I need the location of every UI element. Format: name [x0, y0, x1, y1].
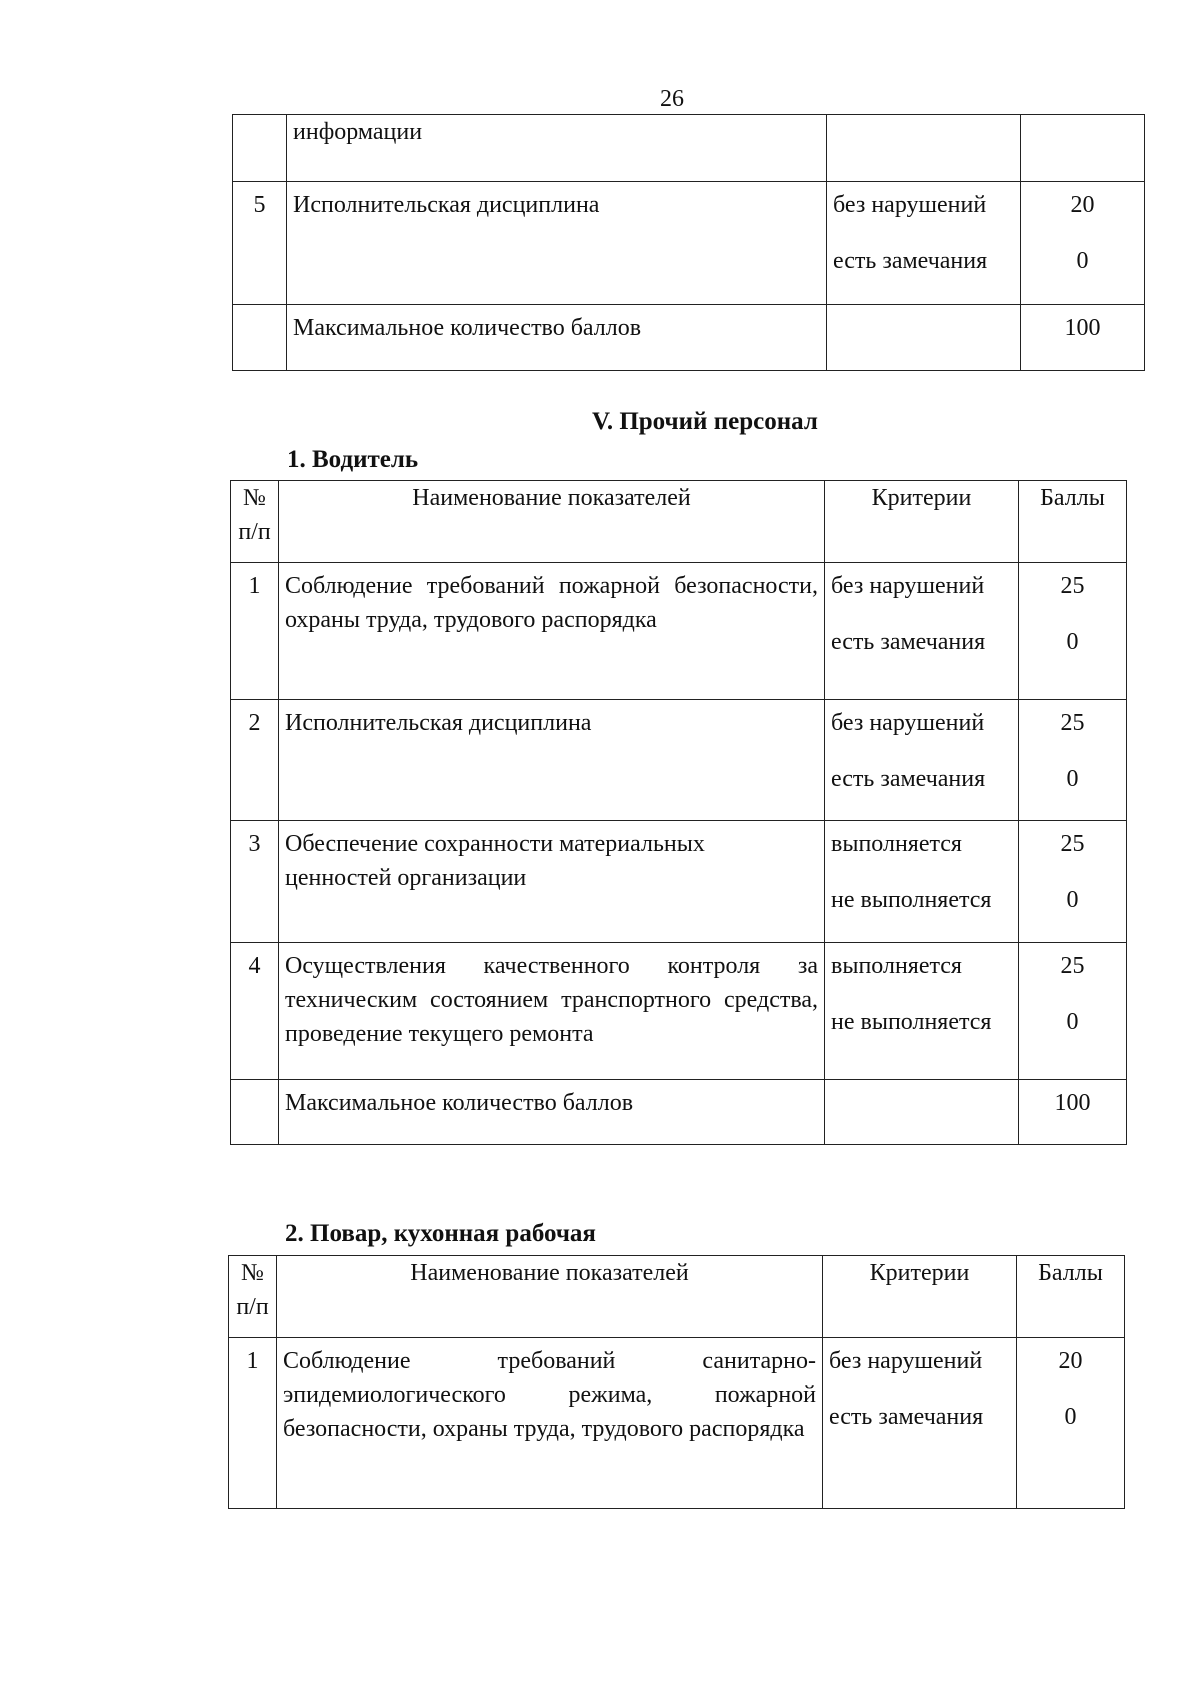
- criteria-option: есть замечания: [831, 766, 986, 792]
- criteria-cell: [825, 1080, 1019, 1145]
- points-cell: [1019, 943, 1127, 1080]
- row-number: 1: [229, 1338, 277, 1509]
- cook-table: [228, 1255, 1125, 1509]
- header-name: Наименование показателей: [277, 1256, 823, 1338]
- points-value: 0: [1076, 248, 1089, 274]
- row-number: [233, 115, 287, 182]
- points-value: 0: [1066, 1009, 1079, 1035]
- points-value: 100: [1019, 1080, 1127, 1145]
- header-num: № п/п: [229, 1256, 277, 1338]
- row-number: [233, 305, 287, 371]
- indicator-name: Максимальное количество баллов: [279, 1080, 825, 1145]
- indicator-name: информации: [287, 115, 827, 182]
- header-num: № п/п: [231, 481, 279, 563]
- indicator-name: Соблюдение требований пожарной безопасности, охраны труда, трудового распорядка: [279, 563, 825, 700]
- points-cell: [1017, 1338, 1125, 1509]
- table-header-row: [231, 481, 1127, 563]
- criteria-cell: [825, 943, 1019, 1080]
- table-row: [233, 115, 1145, 182]
- criteria-cell: [827, 115, 1021, 182]
- header-name: Наименование показателей: [279, 481, 825, 563]
- criteria-option: есть замечания: [833, 248, 988, 274]
- indicator-name: Исполнительская дисциплина: [287, 182, 827, 305]
- criteria-option: без нарушений: [829, 1348, 983, 1374]
- points-value: 0: [1066, 766, 1079, 792]
- points-value: 20: [1058, 1348, 1083, 1374]
- points-cell: [1019, 563, 1127, 700]
- criteria-option: без нарушений: [831, 710, 985, 736]
- criteria-cell: [827, 305, 1021, 371]
- points-cell: [1019, 821, 1127, 943]
- criteria-option: выполняется: [831, 831, 962, 857]
- points-value: 0: [1064, 1404, 1077, 1430]
- table-row: [231, 1080, 1127, 1145]
- points-value: 25: [1060, 573, 1085, 599]
- criteria-cell: [823, 1338, 1017, 1509]
- points-value: 0: [1066, 887, 1079, 913]
- indicator-name: Исполнительская дисциплина: [279, 700, 825, 821]
- header-points: Баллы: [1017, 1256, 1125, 1338]
- table-row: [233, 182, 1145, 305]
- criteria-option: выполняется: [831, 953, 962, 979]
- indicator-name: Осуществления качественного контроля за техническим состоянием транспортного средства, проведение текущего ремонта: [279, 943, 825, 1080]
- points-cell: [1021, 115, 1145, 182]
- page-number: 26: [660, 86, 684, 112]
- points-cell: [1019, 700, 1127, 821]
- points-value: 25: [1060, 953, 1085, 979]
- table-top: [232, 114, 1145, 371]
- points-value: 20: [1070, 192, 1095, 218]
- points-value: 0: [1066, 629, 1079, 655]
- table-header-row: [229, 1256, 1125, 1338]
- criteria-cell: [825, 700, 1019, 821]
- criteria-cell: [825, 821, 1019, 943]
- table-row: [231, 563, 1127, 700]
- points-value: 25: [1060, 710, 1085, 736]
- criteria-option: без нарушений: [831, 573, 985, 599]
- indicator-name: Обеспечение сохранности материальных ценностей организации: [279, 821, 825, 943]
- row-number: 2: [231, 700, 279, 821]
- table-row: [229, 1338, 1125, 1509]
- row-number: 4: [231, 943, 279, 1080]
- criteria-option: есть замечания: [829, 1404, 984, 1430]
- criteria-cell: [827, 182, 1021, 305]
- points-cell: [1021, 182, 1145, 305]
- table-row: [231, 821, 1127, 943]
- points-value: 100: [1021, 305, 1145, 371]
- row-number: 5: [233, 182, 287, 305]
- driver-table: [230, 480, 1127, 1145]
- criteria-cell: [825, 563, 1019, 700]
- header-criteria: Критерии: [823, 1256, 1017, 1338]
- indicator-name: Соблюдение требований санитарно-эпидемиологического режима, пожарной безопасности, охраны труда, трудового распорядка: [277, 1338, 823, 1509]
- row-number: 1: [231, 563, 279, 700]
- row-number: [231, 1080, 279, 1145]
- criteria-option: не выполняется: [831, 887, 992, 913]
- criteria-option: без нарушений: [833, 192, 987, 218]
- row-number: 3: [231, 821, 279, 943]
- table-row: [233, 305, 1145, 371]
- criteria-option: есть замечания: [831, 629, 986, 655]
- header-criteria: Критерии: [825, 481, 1019, 563]
- table-row: [231, 700, 1127, 821]
- driver-subtitle: 1. Водитель: [287, 446, 419, 473]
- criteria-option: не выполняется: [831, 1009, 992, 1035]
- cook-subtitle: 2. Повар, кухонная рабочая: [285, 1220, 596, 1247]
- indicator-name: Максимальное количество баллов: [287, 305, 827, 371]
- section-title: V. Прочий персонал: [592, 408, 818, 435]
- points-value: 25: [1060, 831, 1085, 857]
- header-points: Баллы: [1019, 481, 1127, 563]
- table-row: [231, 943, 1127, 1080]
